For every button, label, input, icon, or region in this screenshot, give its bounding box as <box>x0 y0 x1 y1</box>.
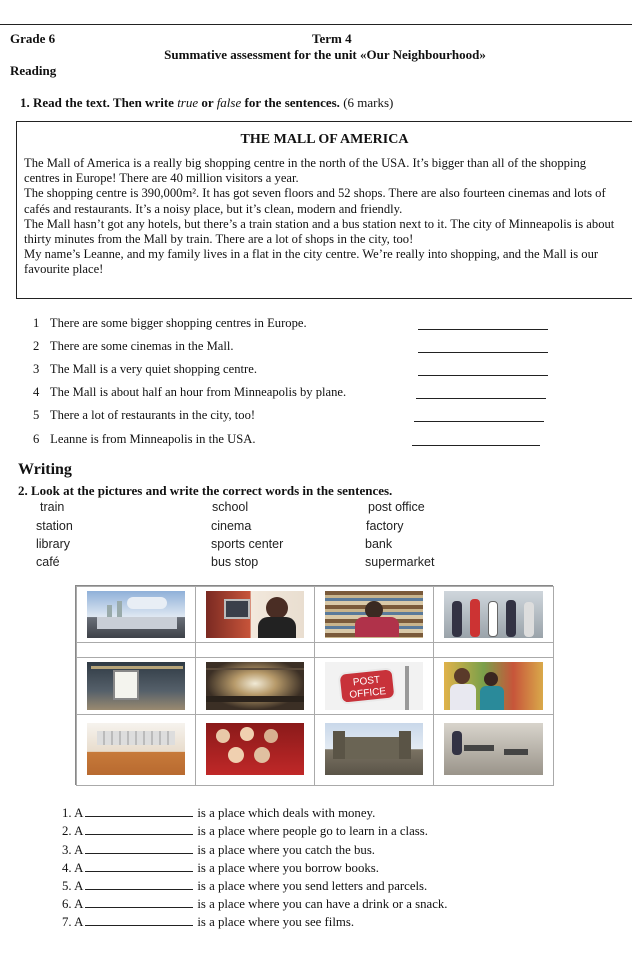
table-spacer <box>433 642 554 658</box>
picture-cell <box>314 586 434 643</box>
task1-instruction-suffix: for the sentences. <box>241 95 340 110</box>
picture-cell <box>76 586 196 643</box>
bus-stop-picture <box>87 662 185 710</box>
assessment-subtitle: Summative assessment for the unit «Our Neighbourhood» <box>164 47 486 62</box>
gap-blank[interactable] <box>85 917 193 926</box>
sentence-text: is a place where you send letters and parcels. <box>197 879 428 893</box>
statement-text: There are some bigger shopping centres in Europe. <box>49 316 307 330</box>
train-station-picture <box>206 662 304 710</box>
false-word: false <box>216 95 242 110</box>
answer-blank-2[interactable] <box>418 352 548 353</box>
or-word: or <box>198 95 217 110</box>
task2-instruction: 2. Look at the pictures and write the correct words in the sentences. <box>18 483 393 498</box>
gap-blank[interactable] <box>85 826 193 835</box>
reading-paragraph: My name’s Leanne, and my family lives in a flat in the city centre. We’re really into shopping, and the Mall is our favourite place! <box>24 247 599 277</box>
true-word: true <box>177 95 199 110</box>
sentence-text: is a place where you see films. <box>197 915 355 929</box>
word-option: supermarket <box>365 555 435 569</box>
reading-text-title: THE MALL OF AMERICA <box>240 132 409 147</box>
library-reading-picture <box>325 591 423 638</box>
picture-cell <box>195 586 315 643</box>
sentence-text: is a place where people go to learn in a class. <box>197 824 428 838</box>
gap-blank[interactable] <box>85 845 193 854</box>
answer-blank-6[interactable] <box>412 445 540 446</box>
reading-text-body <box>24 156 624 278</box>
word-option: post office <box>368 500 425 514</box>
word-option: train <box>40 500 65 514</box>
post-sign-line-2: OFFICE <box>348 686 387 701</box>
grade-label: Grade 6 <box>10 31 56 46</box>
task1-instruction-prefix: 1. Read the text. Then write <box>20 95 178 110</box>
gap-sentence-3 <box>62 843 375 858</box>
post-office-sign <box>337 667 396 705</box>
table-spacer <box>195 642 315 658</box>
post-office-sign-picture <box>325 662 423 710</box>
statement-2 <box>33 339 234 354</box>
answer-blank-1[interactable] <box>418 329 548 330</box>
statement-text: There a lot of restaurants in the city, too! <box>49 408 256 422</box>
statement-text: The Mall is about half an hour from Minneapolis by plane. <box>49 385 347 399</box>
statement-1 <box>33 316 307 331</box>
gap-blank[interactable] <box>85 899 193 908</box>
table-spacer <box>76 642 196 658</box>
task1-instruction <box>20 95 393 111</box>
picture-grid <box>75 585 553 785</box>
factory-picture <box>87 591 185 638</box>
sentence-number: 2. A <box>62 824 84 838</box>
statement-number: 6 <box>33 432 40 446</box>
gap-sentence-4 <box>62 861 379 876</box>
statement-number: 1 <box>33 316 40 330</box>
sentence-number: 4. A <box>62 861 84 875</box>
sports-hall-picture <box>87 723 185 775</box>
sentence-number: 6. A <box>62 897 84 911</box>
sentence-number: 7. A <box>62 915 84 929</box>
word-option: school <box>212 500 249 514</box>
word-option: station <box>36 519 73 533</box>
picture-cell <box>76 714 196 786</box>
sentence-number: 1. A <box>62 806 84 820</box>
statement-6 <box>33 432 255 447</box>
top-rule <box>0 24 632 25</box>
task1-marks: (6 marks) <box>339 95 394 110</box>
sentence-text: is a place where you borrow books. <box>197 861 379 875</box>
reading-heading: Reading <box>10 63 57 78</box>
picture-cell <box>195 714 315 786</box>
sentence-number: 3. A <box>62 843 84 857</box>
reading-paragraph: The Mall of America is a really big shopping centre in the north of the USA. It’s bigger than all of the shopping centres in Europe! There are 40 million visitors a year. <box>24 156 587 186</box>
sentence-text: is a place which deals with money. <box>197 806 376 820</box>
reading-paragraph: The shopping centre is 390,000m². It has got seven floors and 52 shops. There are also fourteen cinemas and lots of cafés and restaurants. It’s a noisy place, but it’s clean, modern and friendly. <box>24 186 606 216</box>
word-option: bank <box>365 537 393 551</box>
cinema-audience-picture <box>206 723 304 775</box>
picture-cell <box>433 657 554 715</box>
answer-blank-5[interactable] <box>414 421 544 422</box>
word-option: library <box>36 537 71 551</box>
cafe-picture <box>444 723 543 775</box>
post-sign-line-1: POST <box>352 674 381 689</box>
answer-blank-3[interactable] <box>418 375 548 376</box>
word-option: factory <box>366 519 404 533</box>
statement-3 <box>33 362 257 377</box>
reading-paragraph: The Mall hasn’t got any hotels, but there’s a train station and a bus station next to it. The city of Minneapolis is about thirty minutes from the Mall by train. There are a lot of shops in the city, too! <box>24 216 615 247</box>
statement-text: There are some cinemas in the Mall. <box>49 339 234 353</box>
statement-text: Leanne is from Minneapolis in the USA. <box>50 432 256 446</box>
term-label: Term 4 <box>312 31 352 46</box>
gap-blank[interactable] <box>85 881 193 890</box>
statement-number: 4 <box>33 385 40 399</box>
writing-heading: Writing <box>18 461 72 478</box>
picture-cell <box>433 586 554 643</box>
picture-cell <box>314 714 434 786</box>
gap-sentence-6 <box>62 897 447 912</box>
sentence-text: is a place where you can have a drink or a snack. <box>197 897 448 911</box>
gap-blank[interactable] <box>85 863 193 872</box>
school-students-picture <box>444 591 543 638</box>
supermarket-picture <box>444 662 543 710</box>
picture-cell <box>433 714 554 786</box>
statement-number: 3 <box>33 362 40 376</box>
statement-text: The Mall is a very quiet shopping centre. <box>49 362 257 376</box>
gap-blank[interactable] <box>85 808 193 817</box>
gap-sentence-5 <box>62 879 427 894</box>
table-spacer <box>314 642 434 658</box>
word-option: café <box>36 555 60 569</box>
picture-cell <box>76 657 196 715</box>
gap-sentence-1 <box>62 806 375 821</box>
reading-text-box <box>16 121 632 299</box>
sentence-number: 5. A <box>62 879 84 893</box>
word-option: cinema <box>211 519 252 533</box>
statement-number: 2 <box>33 339 40 353</box>
gap-sentence-7 <box>62 915 354 930</box>
sentence-text: is a place where you catch the bus. <box>197 843 376 857</box>
gap-sentence-2 <box>62 824 428 839</box>
castle-picture <box>325 723 423 775</box>
word-option: sports center <box>211 537 284 551</box>
atm-bank-picture <box>206 591 304 638</box>
picture-cell <box>195 657 315 715</box>
statement-5 <box>33 408 255 423</box>
picture-cell <box>314 657 434 715</box>
answer-blank-4[interactable] <box>416 398 546 399</box>
word-option: bus stop <box>211 555 259 569</box>
statement-number: 5 <box>33 408 40 422</box>
statement-4 <box>33 385 346 400</box>
